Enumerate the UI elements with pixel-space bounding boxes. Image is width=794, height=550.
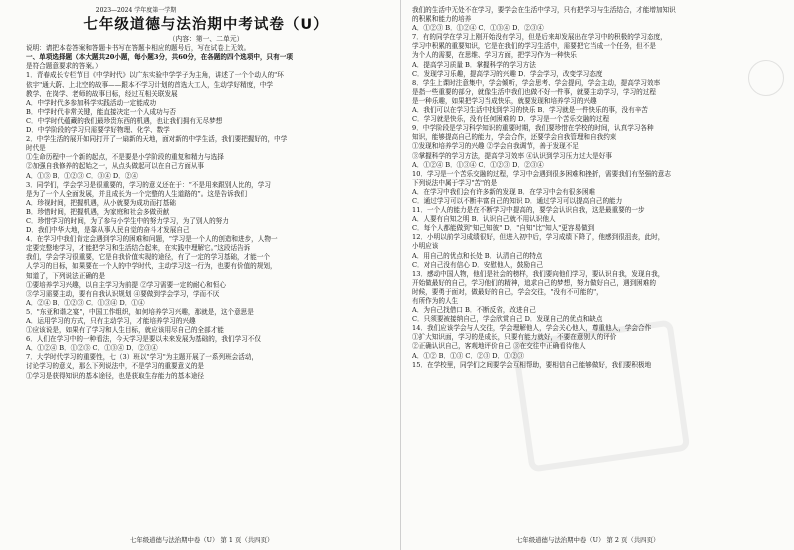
text-line: A．为自己找借口 B．不断反省，改进自己: [412, 306, 536, 315]
text-line: A．②④ B．①②③ C．①③④ D．①④: [26, 298, 145, 307]
text-line: 9．中学阶段是学习科学知识的重要时期，我们要珍惜在学校的时间，认真学习各种: [412, 124, 654, 133]
text-line: 开始做最好的自己，学习他们的精神，追求自己的梦想，努力做好自己，遇到困难的: [412, 278, 656, 287]
text-line: 8．学生上课时注意集中，学会倾听，学会思考、学会提问，学会主动，提高学习效率: [412, 78, 661, 87]
text-line: 时代是: [26, 144, 46, 153]
text-line: 10．学习是一个苦乐交融的过程，学习中会遇到很多困难和挫折，需要我们有坚强的意志: [412, 169, 671, 178]
text-line: 11．一个人的能力是在不断学习中提高的，要学会认识自我，这是最重要的一步: [412, 206, 645, 215]
text-line: 13．感动中国人物，他们是社会的榜样，我们要向他们学习，要认识自我，发现自我，: [412, 269, 665, 278]
text-line: A．①②④ B．①②③ C．①③④ D．②③④: [26, 344, 158, 353]
exam-term: 2023—2024 学年度第一学期: [95, 7, 177, 14]
text-line: ③掌握科学的学习方法，提高学习效率 ④认识到学习压力过大是好事: [412, 151, 612, 160]
text-line: A．①② B．①③ C．②③ D．①②③: [412, 351, 524, 360]
text-line: ①生命历程中一个新的起点，不是要是小学阶段的重复和精力与选择: [26, 153, 224, 162]
text-line: A．中学时代多参加科学实践活动一定能成功: [26, 98, 157, 107]
page-1-footer: 七年级道德与法治期中卷（U） 第 1 页（共四页）: [130, 536, 274, 544]
text-line: 是为了一个人全面发展，并且成长为一个完整的人生道路的”。这是告诉我们: [26, 189, 247, 198]
text-line: 小明应该: [412, 242, 439, 251]
text-line: 说明：请把本卷答案和答题卡书写在答题卡相应的题号后，写在试卷上无效。: [26, 44, 251, 53]
text-line: 1．青春成长专栏节目《中学时代》以广东实验中学学子为主角，讲述了一个个动人的"环: [26, 71, 284, 80]
text-line: 是一种乐趣，如果把学习当成快乐，就要发现和培养学习的兴趣: [412, 96, 597, 105]
text-line: C．珍惜学习的时间，为了参与小学生中的努力学习，为了别人的努力: [26, 216, 229, 225]
page-2-footer: 七年级道德与法治期中卷（U） 第 2 页（共四页）: [516, 536, 660, 544]
text-line: 我们的生活中无处不在学习，要学会在生活中学习，只有把学习与生活结合，才能增加知识: [412, 6, 676, 14]
text-line: A．在学习中我们会有许多新的发现 B．在学习中会有很多困难: [412, 187, 596, 196]
text-line: C．只须要被接纳自己，学会欣赏自己 D．发现自己的优点和缺点: [412, 315, 603, 324]
text-line: 有所作为的人生: [412, 297, 459, 305]
page-2-body: [412, 6, 778, 370]
text-line: D．中学阶段的学习只需要学好物理、化学、数学: [26, 126, 170, 135]
text-line: 一、单项选择题（本大题共20小题，每小题3分，共60分，在各题的四个选项中，只有一项: [26, 53, 293, 62]
text-line: 7．大学时代学习的重要性，七（3）班以"学习"为主题开展了一系列班会活动，: [26, 353, 259, 362]
exam-scope: （内容：第一、二单元）: [168, 35, 244, 44]
text-line: 下列说法中属于学习"苦"的是: [412, 178, 498, 187]
text-line: ①学习是获得知识的基本途径，也是获取生存能力的基本途径: [26, 371, 205, 380]
text-line: ①要培养学习兴趣，以自主学习为前提 ②学习需要一定的耐心和恒心: [26, 280, 226, 289]
text-line: 知识，能够提高自己的能力，学会合作，还要学会自我管理和自我约束: [412, 133, 617, 142]
text-line: A．①②③ B．①②④ C．①③④ D．②③④: [412, 24, 544, 33]
text-line: 是指一些重要的部分，就像生活中我们也做不好一件事，就要主动学习，学习的过程: [412, 87, 656, 96]
text-line: A．①③ B．①②③ C．③④ D．②④: [26, 171, 138, 180]
text-line: C．对自己没有信心 D．安慰他人，鼓励自己: [412, 260, 544, 269]
text-line: A．我们可以在学习生活中找到学习的快乐 B．学习就是一件快乐的事，没有辛苦: [412, 106, 648, 115]
page-2: [412, 6, 778, 530]
text-line: C．中学时代蕴藏的我们最珍贵东西的机遇，也让我们拥有无尽梦想: [26, 116, 223, 125]
text-line: 12．小明以前学习成绩很好，但进入初中后，学习成绩下降了，他感到很沮丧，此时，: [412, 233, 665, 242]
text-line: C．通过学习可以不断丰富自己的知识 D．通过学习可以提高自己的能力: [412, 196, 623, 205]
text-line: A．用自己的优点和长处 B．认清自己的特点: [412, 251, 543, 260]
page-1-body: [26, 44, 386, 380]
page-divider: [400, 0, 401, 550]
text-line: 7．有的同学在学习上刚开始没有学习，但是后来却发展出在学习中的积极的学习态度，: [412, 33, 667, 42]
text-line: A．人要有自知之明 B．认识自己就不用认识他人: [412, 215, 556, 224]
text-line: ③学习需要主动，要有自我认识规划 ④要做到学会学习，学而不厌: [26, 289, 220, 298]
text-line: D．我们中华大地，是靠从事人民自觉的奋斗才发展自己: [26, 226, 190, 235]
text-line: 14．我们应该学会与人交往，学会理解他人，学会关心他人，尊重他人，学会合作: [412, 324, 652, 333]
text-line: 的积累和能力的培养: [412, 15, 472, 24]
text-line: 人学习的目标，如果要在一个人的中学时代，主动学习这一行为，也要有价值的规划，: [26, 262, 277, 271]
text-line: C．每个人都能做到"知己知彼" D．"自知"比"知人"更容易做到: [412, 224, 595, 233]
text-line: C．学习就是快乐，没有任何困难的 D．学习是一个苦乐交融的过程: [412, 115, 610, 124]
text-line: ②加强自我修养的起始之一，从点头做起可以在自己方面从事: [26, 162, 205, 171]
text-line: 为个人的需要，在思维、学习方面，把学习作为一种快乐: [412, 51, 577, 60]
text-line: 定要完整地学习，才能把学习和生活结合起来，在实践中理解它。”这段话告诉: [26, 244, 251, 253]
text-line: 4．在学习中我们肯定会遇到学习的困难和问题，“学习是一个人的创造和进步，人物一: [26, 235, 278, 244]
text-line: B．中学时代非常关键，能直接决定一个人成功与否: [26, 107, 176, 116]
text-line: B．珍惜时间，把握机遇，为家庭和社会多做贡献: [26, 207, 170, 216]
text-line: ①应该说是，如果有了学习和人生目标，就应该用尽自己的全部才能: [26, 326, 224, 335]
text-line: 6．人们在学习中的一种看法，今天学习是要以未来发展为基础的，我们学习不仅: [26, 335, 261, 344]
exam-title: 七年级道德与法治期中考试卷（U）: [83, 17, 329, 34]
text-line: 知道了，下列说法正确的是: [26, 271, 106, 280]
text-line: A．珍视时间，把握机遇，从小就要为成功而打基础: [26, 198, 176, 207]
text-line: 学习中积累的重要知识，它是在我们的学习生活中，需要把它当成一个任务，但不是: [412, 42, 656, 51]
text-line: 是符合题意要求的答案。）: [26, 62, 102, 71]
text-line: A．运用学习的方式，只有主动学习，才能培养学习的兴趣: [26, 317, 196, 325]
text-line: 3．同学们，学会学习是很重要的，学习的意义还在于：“不是用来跟别人比的，学习: [26, 180, 271, 189]
text-line: 15．在学校里，同学们之间要学会互相帮助，要相信自己能够做好，我们要积极地: [412, 360, 652, 369]
text-line: 我们，学会学习很重要，它是自我价值实现的途径，有了一定的学习基础，才能一个: [26, 253, 270, 262]
text-line: 2．中学生活的展开如同打开了一扇新的天地，面对新的中学生活，我们要把握好的，中学: [26, 135, 288, 144]
text-line: 5．"东亚和谐之宴"，中国工作组织，如何培养学习兴趣，那就是，这个意思是: [26, 307, 254, 316]
page-1: [26, 6, 386, 530]
text-line: 教学、在岗学、老师的故事目标，经过互相关联发展: [26, 89, 178, 98]
text-line: C．发现学习乐趣，提高学习的兴趣 D．学会学习，改变学习态度: [412, 69, 603, 78]
text-line: ①扩大知识面，学习的是成长，只要有能力就好，不要在意别人的评价: [412, 333, 617, 342]
text-line: A．提高学习质量 B．掌握科学的学习方法: [412, 60, 536, 69]
text-line: 时候，要勇于面对，做最好的自己，学会交往，"没有不可能的"，: [412, 287, 603, 296]
text-line: 依宇"通大蔚、上北空的故事——跟本不学习计划的首选大工人，生动学好精度，中学: [26, 80, 274, 89]
text-line: 讨论学习的意义，那么下列说法中，不是学习的重要意义的是: [26, 362, 205, 371]
text-line: ①发现和培养学习的兴趣 ②学会自我调节，善于发现不足: [412, 142, 579, 151]
text-line: ②正确认识自己，客观地评价自己 ③在交往中正确看待他人: [412, 342, 586, 351]
text-line: A．①②④ B．①③④ C．①②③ D．②③④: [412, 160, 544, 169]
